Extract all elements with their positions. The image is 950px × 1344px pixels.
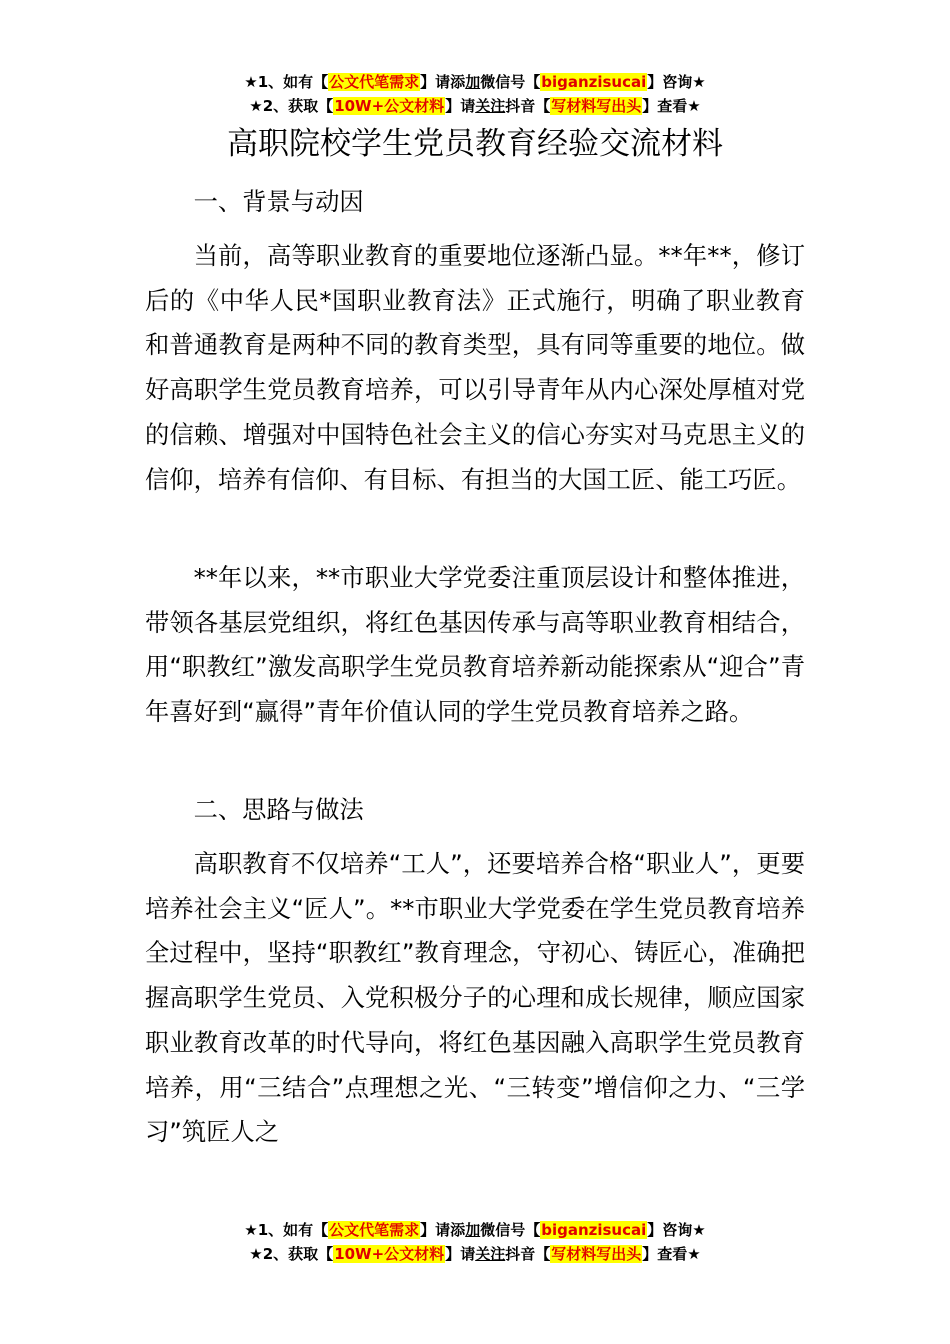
paragraph-2-block [145, 556, 805, 735]
wechat-id-highlight: biganzisucai [541, 1221, 647, 1239]
top-banner [0, 70, 950, 118]
douyin-account-highlight: 写材料写出头 [551, 97, 642, 115]
section-heading-background [145, 180, 805, 225]
paragraph-2: **年以来，**市职业大学党委注重顶层设计和整体推进，带领各基层党组织，将红色基因传承与高等职业教育相结合，用“职教红”激发高职学生党员教育培养新动能探索从“迎合”青年喜好到“赢得”青年价值认同的学生党员教育培养之路。 [145, 563, 805, 727]
materials-highlight: 10W+公文材料 [334, 1245, 445, 1263]
section-heading-approach [145, 788, 805, 833]
banner-line-2: ★2、获取【10W+公文材料】请关注抖音【写材料写出头】查看★ [249, 1245, 701, 1263]
ghostwriting-highlight: 公文代笔需求 [329, 73, 420, 91]
section-heading-1: 一、背景与动因 [193, 187, 364, 216]
wechat-id-highlight: biganzisucai [541, 73, 647, 91]
paragraph-1: 当前，高等职业教育的重要地位逐渐凸显。**年**，修订后的《中华人民*国职业教育法》正式施行，明确了职业教育和普通教育是两种不同的教育类型，具有同等重要的地位。做好高职学生党员教育培养，可以引导青年从内心深处厚植对党的信赖、增强对中国特色社会主义的信心夯实对马克思主义的信仰，培养有信仰、有目标、有担当的大国工匠、能工巧匠。 [145, 241, 805, 494]
paragraph-3: 高职教育不仅培养“工人”，还要培养合格“职业人”，更要培养社会主义“匠人”。**市职业大学党委在学生党员教育培养全过程中，坚持“职教红”教育理念，守初心、铸匠心，准确把握高职学生党员、入党积极分子的心理和成长规律，顺应国家职业教育改革的时代导向，将红色基因融入高职学生党员教育培养，用“三结合”点理想之光、“三转变”增信仰之力、“三学习”筑匠人之 [145, 849, 805, 1147]
ghostwriting-highlight: 公文代笔需求 [329, 1221, 420, 1239]
materials-highlight: 10W+公文材料 [334, 97, 445, 115]
bottom-banner [0, 1218, 950, 1266]
paragraph-1-block [145, 234, 805, 502]
douyin-account-highlight: 写材料写出头 [551, 1245, 642, 1263]
document-title: 高职院校学生党员教育经验交流材料 [227, 126, 723, 162]
section-heading-2: 二、思路与做法 [193, 795, 364, 824]
banner-line-1: ★1、如有【公文代笔需求】请添加微信号【biganzisucai】咨询★ [244, 73, 706, 91]
banner-line-2: ★2、获取【10W+公文材料】请关注抖音【写材料写出头】查看★ [249, 97, 701, 115]
paragraph-3-block [145, 842, 805, 1155]
banner-line-1: ★1、如有【公文代笔需求】请添加微信号【biganzisucai】咨询★ [244, 1221, 706, 1239]
